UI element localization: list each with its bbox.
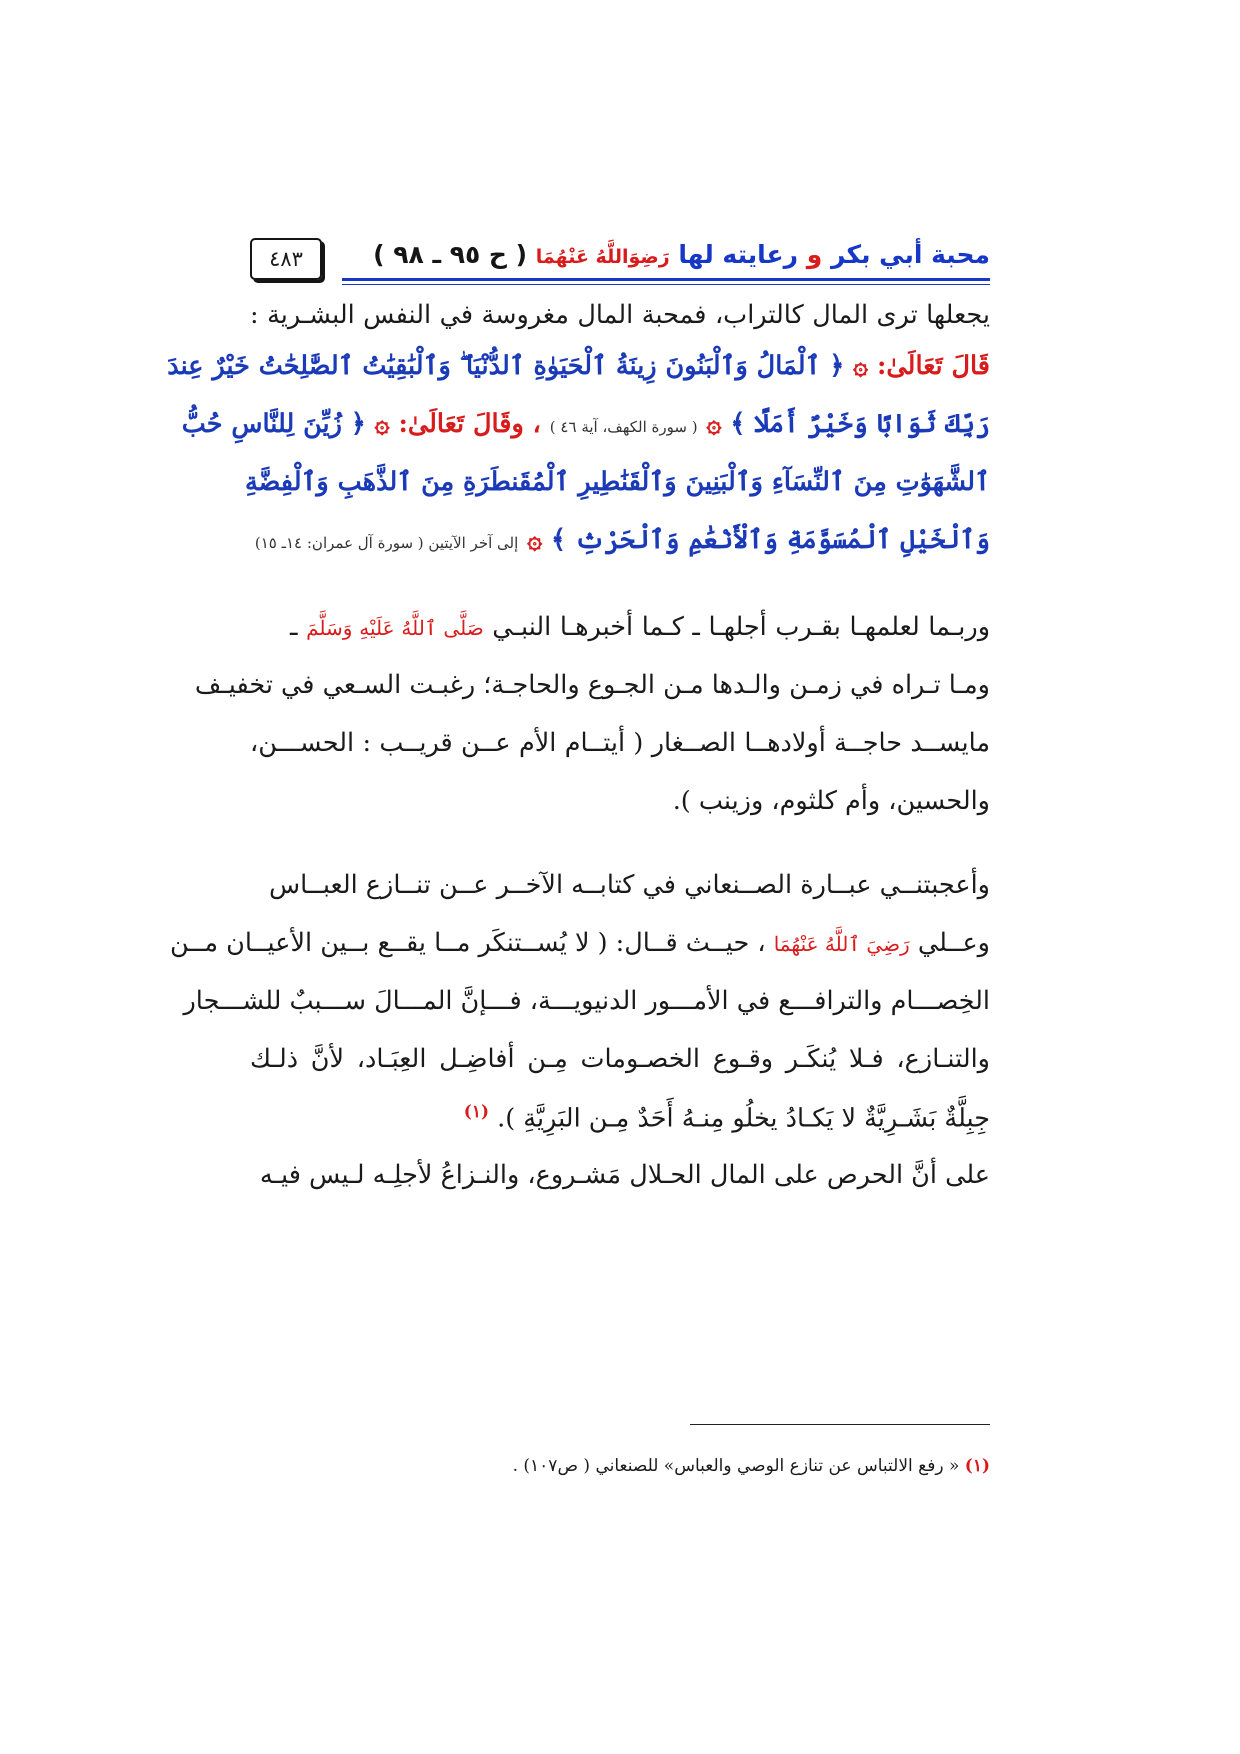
verse-reference: ( سورة الكهف، آية ٤٦ ) (549, 418, 698, 436)
text-line: يجعلها ترى المال كالتراب، فمحبة المال مغروسة في النفس البشـرية : (250, 300, 990, 330)
quran-verse: وَٱلْخَيْلِ ٱلْمُسَوَّمَةِ وَٱلْأَنْعَٰمِ وَٱلْحَرْثِ (574, 525, 990, 555)
page-number: ٤٨٣ (250, 238, 322, 280)
title-honorific: رَضِوَاللَّهُ عَنْهُمَا (535, 246, 670, 268)
honorific-dual: رَضِيَ ٱللَّهُ عَنْهُمَا (773, 932, 910, 956)
footnote-rule (690, 1424, 990, 1425)
footnote (410, 1456, 990, 1476)
ornament-icon: ۞ (374, 409, 390, 439)
bracket-close: ﴾ (551, 525, 566, 555)
text-line (250, 1102, 990, 1134)
text-line: ومـا تـراه في زمـن والـدها مـن الجـوع والحاجـة؛ رغبـت السـعي في تخفيـف (194, 670, 990, 700)
footnote-number: (١) (964, 1456, 990, 1476)
text-segment: وربـما لعلمهـا بقـرب أجلهـا ـ كـما أخبرهـا النبـي (492, 612, 991, 642)
text-line: الخِصـــام والترافـــع في الأمـــور الدنيويـــة، فـــإنَّ المـــالَ ســـببٌ للشـــجار (183, 986, 990, 1016)
honorific-prophet: صَلَّى ٱللَّهُ عَلَيْهِ وَسَلَّمَ (306, 616, 484, 640)
verse-reference: إلى آخر الآيتين ( سورة آل عمران: ١٤ـ ١٥) (254, 534, 519, 552)
text-line (290, 612, 990, 642)
title-part2: و (806, 240, 823, 269)
quran-line (167, 350, 990, 382)
header-rule (342, 278, 990, 281)
text-line: والحسين، وأم كلثوم، وزينب ). (672, 786, 990, 816)
quran-line (181, 408, 990, 439)
dash: ـ (290, 612, 298, 642)
header-rule-thin (342, 284, 990, 285)
quran-line: ٱلشَّهَوَٰتِ مِنَ ٱلنِّسَآءِ وَٱلْبَنِينَ وَٱلْقَنَٰطِيرِ ٱلْمُقَنطَرَةِ مِنَ ٱلذَّهَبِ وَٱلْفِضَّةِ (245, 467, 990, 497)
quran-intro: قَالَ تَعَالَىٰ: (877, 351, 990, 381)
running-title (373, 240, 990, 269)
title-hadith-range: ( ح ٩٥ ـ ٩٨ ) (373, 240, 528, 269)
ornament-icon: ۞ (706, 409, 722, 439)
bracket-open: ﴿ (350, 409, 366, 439)
text-segment: وعــلي (917, 928, 990, 958)
text-line: وأعجبتنــي عبــارة الصــنعاني في كتابــه الآخــر عــن تنــازع العبــاس (269, 870, 990, 900)
bracket-open: ﴿ (829, 351, 845, 381)
page-header (250, 238, 990, 282)
quran-verse: زُيِّنَ لِلنَّاسِ حُبُّ (181, 409, 342, 439)
quran-line (250, 524, 990, 555)
text-line: على أنَّ الحرص على المال الحـلال مَشـروع، والنـزاعُ لأجلِـه لـيس فيـه (259, 1160, 990, 1190)
text-segment: ، حيــث قــال: ( لا يُســتنكَر مــا يقــع بــين الأعيــان مــن (170, 928, 766, 958)
footnote-marker: (١) (463, 1102, 489, 1122)
text-line: مايســد حاجــة أولادهــا الصــغار ( أيتــام الأم عــن قريــب : الحســـن، (250, 728, 990, 758)
text-segment: جِبِلَّةٌ بَشَـرِيَّةٌ لا يَكـادُ يخلُو مِنـهُ أَحَدٌ مِـن البَرِيَّةِ ). (497, 1103, 990, 1134)
title-part3: رعايته لها (678, 240, 799, 269)
bracket-close: ﴾ (730, 409, 746, 439)
text-line (170, 928, 990, 958)
title-part1: محبة أبي بكر (831, 240, 990, 269)
quran-intro: ، وقَالَ تَعَالَىٰ: (398, 409, 541, 439)
quran-verse: رَبِّكَ ثَوَابًا وَخَيْرٌ أَمَلًا (754, 409, 990, 439)
text-line: والتنـازع، فـلا يُنكَـر وقـوع الخصـومات مِـن أفاضِـل العِبَـاد، لأنَّ ذلـك (250, 1044, 990, 1074)
ornament-icon: ۞ (853, 351, 869, 381)
quran-verse: ٱلْمَالُ وَٱلْبَنُونَ زِينَةُ ٱلْحَيَوٰةِ ٱلدُّنْيَا ۖ وَٱلْبَٰقِيَٰتُ ٱلصَّٰلِحَٰتُ خَيْرٌ عِندَ (167, 351, 821, 381)
footnote-text: « رفع الالتباس عن تنازع الوصي والعباس» للصنعاني ( ص١٠٧) . (512, 1456, 960, 1476)
ornament-icon: ۞ (527, 525, 543, 555)
